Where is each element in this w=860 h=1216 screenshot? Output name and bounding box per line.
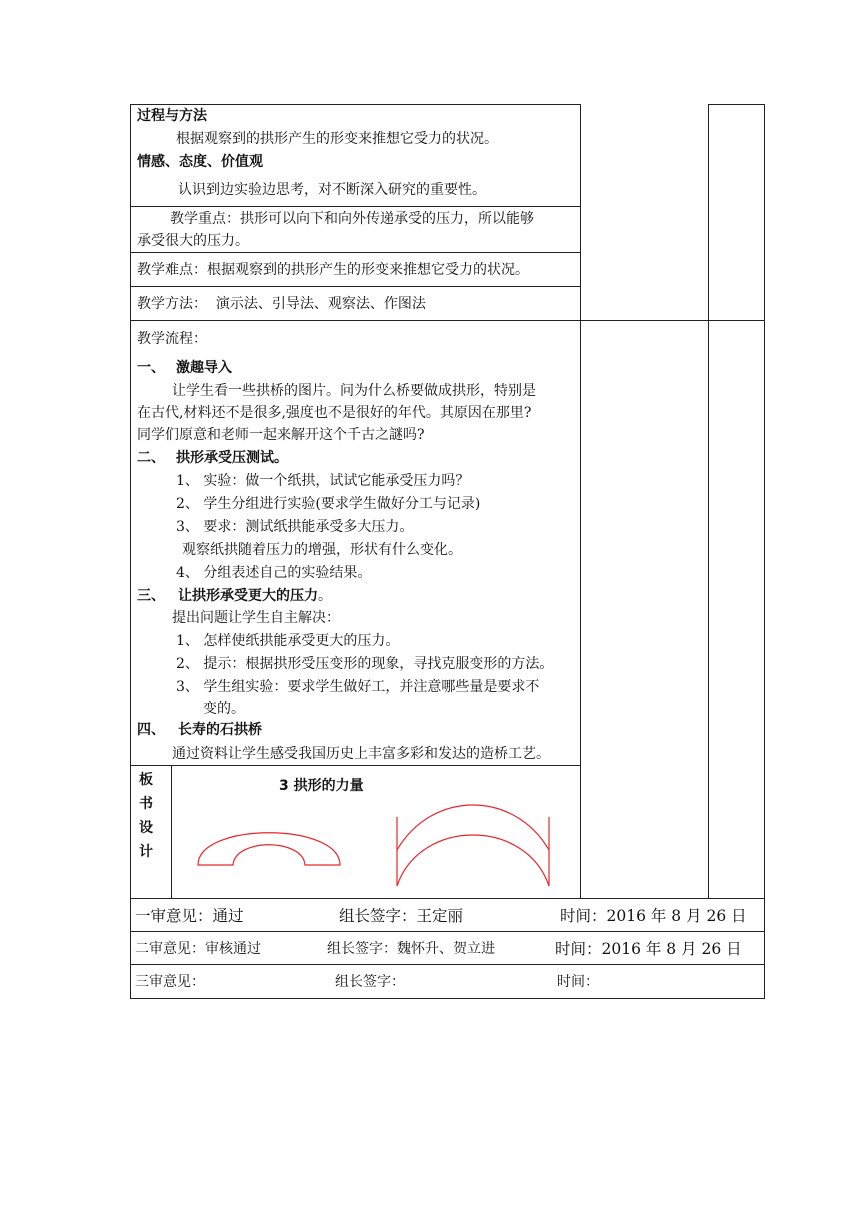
thick-arch-shape (198, 833, 340, 865)
board-label-char-3: 设 (139, 820, 153, 836)
review2-opinion: 二审意见：审核通过 (135, 941, 261, 957)
s1-number: 一、 (137, 360, 165, 376)
method-text: 教学方法： 演示法、引导法、观察法、作图法 (137, 296, 426, 312)
process-text: 根据观察到的拱形产生的形变来推想它受力的状况。 (176, 131, 498, 147)
review1-time: 时间：2016 年 8 月 26 日 (560, 907, 747, 925)
process-heading: 过程与方法 (137, 108, 207, 124)
s1-para3: 同学们原意和老师一起来解开这个千古之謎吗? (137, 427, 425, 443)
attitude-text: 认识到边实验边思考，对不断深入研究的重要性。 (178, 182, 486, 198)
board-title: 3 拱形的力量 (279, 778, 364, 794)
deformed-arch-shape (397, 805, 549, 886)
board-label-char-4: 计 (139, 844, 153, 860)
s3-item1: 1、 怎样使纸拱能承受更大的压力。 (176, 633, 400, 649)
s3-intro: 提出问题让学生自主解决： (172, 610, 340, 626)
s2-item3: 3、 要求：测试纸拱能承受多大压力。 (176, 519, 414, 535)
review3-opinion: 三审意见： (135, 974, 205, 990)
flow-title: 教学流程： (137, 331, 207, 347)
s4-number: 四、 (137, 722, 165, 738)
s3-number: 三、 (137, 588, 165, 604)
s1-para1: 让学生看一些拱桥的图片。问为什么桥要做成拱形，特别是 (172, 383, 536, 399)
s2-item4: 4、 分组表述自己的实验结果。 (176, 565, 372, 581)
key-point-line2: 承受很大的压力。 (137, 233, 249, 249)
difficulty-text: 教学难点：根据观察到的拱形产生的形变来推想它受力的状况。 (137, 262, 529, 278)
s2-title: 拱形承受压测试。 (176, 450, 288, 466)
s3-title: 让拱形承受更大的压力 (178, 588, 318, 604)
review1-sign: 组长签字：王定丽 (339, 907, 464, 925)
board-label-char-2: 书 (139, 796, 153, 812)
board-label-char-1: 板 (139, 772, 153, 788)
review2-sign: 组长签字：魏怀升、贺立进 (327, 941, 495, 957)
s3-item3b: 变的。 (203, 701, 245, 717)
s3-item2: 2、 提示：根据拱形受压变形的现象，寻找克服变形的方法。 (176, 656, 554, 672)
s1-title: 激趣导入 (176, 360, 232, 376)
s2-item2: 2、 学生分组进行实验(要求学生做好分工与记录) (176, 496, 481, 512)
s1-para2: 在古代,材料还不是很多,强度也不是很好的年代。其原因在那里? (137, 405, 532, 421)
s2-number: 二、 (137, 450, 165, 466)
s4-para1: 通过资料让学生感受我国历史上丰富多彩和发达的造桥工艺。 (172, 746, 550, 762)
s2-item3b: 观察纸拱随着压力的增强，形状有什么变化。 (182, 542, 462, 558)
review1-opinion: 一审意见：通过 (135, 907, 244, 925)
s3-title-end: 。 (318, 588, 332, 604)
s4-title: 长寿的石拱桥 (178, 722, 262, 738)
review3-time: 时间： (557, 974, 599, 990)
key-point-line1: 教学重点：拱形可以向下和向外传递承受的压力，所以能够 (170, 211, 534, 227)
s3-item3: 3、 学生组实验：要求学生做好工，并注意哪些量是要求不 (176, 679, 540, 695)
review2-time: 时间：2016 年 8 月 26 日 (555, 940, 742, 958)
s2-item1: 1、 实验：做一个纸拱，试试它能承受压力吗？ (176, 473, 470, 489)
attitude-heading: 情感、态度、价值观 (137, 154, 263, 170)
review3-sign: 组长签字： (335, 974, 405, 990)
